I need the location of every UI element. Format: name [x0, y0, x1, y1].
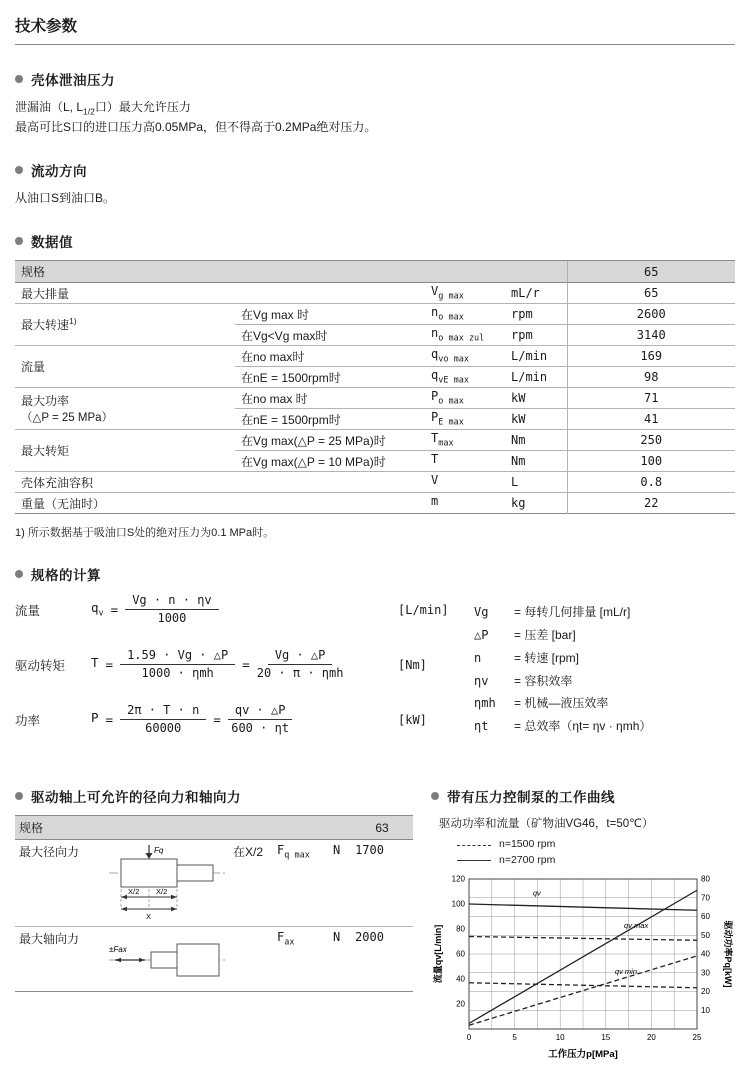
table-row [15, 840, 413, 927]
svg-text:驱动功率Pq[kW]: 驱动功率Pq[kW] [723, 920, 733, 988]
table-header-row [15, 261, 735, 283]
svg-text:5: 5 [512, 1032, 517, 1042]
svg-text:60: 60 [456, 949, 465, 959]
dim-label-x2-right: X/2 [156, 887, 168, 897]
formula-power: 功率 P = $\frac{2\pi \cdot T \cdot n}{60000}$ = $\frac{qv \cdot \triangle P}{600 \cdot \eta t}$ [kW] [15, 703, 460, 736]
cell-symbol: $n_{o max}$ [425, 304, 505, 325]
formula-unit: [Nm] [398, 657, 427, 672]
cell-unit: kW [505, 388, 567, 409]
bullet-icon [15, 75, 23, 83]
table-footnote: 1) 所示数据基于吸油口S处的绝对压力为0.1 MPa时。 [15, 527, 275, 540]
cell-symbol: m [425, 493, 505, 514]
cell-symbol: $n_{o max zul}$ [425, 325, 505, 346]
fraction: $\frac{qv \cdot \triangle P}{600 \cdot \eta t}$ [228, 703, 293, 736]
svg-text:qv min: qv min [614, 966, 638, 976]
dim-label-x: X [146, 912, 152, 922]
svg-text:60: 60 [701, 911, 710, 921]
cell-value: 65 [567, 283, 735, 304]
title-divider [15, 44, 735, 45]
svg-text:80: 80 [456, 924, 465, 934]
formula-unit: [L/min] [398, 602, 449, 617]
axial-force-diagram [105, 930, 231, 988]
header-spec-value: 63 [351, 816, 413, 840]
formulas [15, 593, 460, 758]
formula-label: 流量 [15, 603, 41, 618]
cell-value: 22 [567, 493, 735, 514]
section-operating-curves [431, 762, 735, 1068]
svg-text:工作压力p[MPa]: 工作压力p[MPa] [548, 1048, 618, 1060]
cell-unit: L/min [505, 346, 567, 367]
section-data-values [15, 231, 735, 540]
symbol-definitions [474, 593, 734, 758]
fraction: $\frac{Vg \cdot \triangle P}{\text{20 · π · ηmh}}$ [256, 648, 344, 681]
dashed-line-swatch-icon [457, 845, 491, 846]
section-housing-drain [15, 69, 735, 136]
section-shaft-forces [15, 762, 413, 1068]
cell-condition: 在nE = 1500rpm时 [235, 367, 425, 388]
svg-text:100: 100 [451, 899, 465, 909]
svg-text:流量qv[L/min]: 流量qv[L/min] [433, 924, 443, 983]
formula-label: 功率 [15, 713, 41, 728]
data-values-table [15, 260, 735, 514]
cell-label: 最大径向力 [15, 840, 101, 927]
cell-value: 41 [567, 409, 735, 430]
cell-symbol: $q_{vo max}$ [425, 346, 505, 367]
cell-label: 最大排量 [15, 283, 235, 304]
definition-row: △P = 压差 [bar] [474, 627, 576, 642]
cell-unit: rpm [505, 304, 567, 325]
cell-condition: 在nE = 1500rpm时 [235, 409, 425, 430]
table-header-row [15, 816, 413, 840]
header-spec-value: 65 [567, 261, 735, 283]
svg-text:10: 10 [701, 1005, 710, 1015]
bullet-icon [431, 792, 439, 800]
cell-unit: rpm [505, 325, 567, 346]
section-heading-forces: 驱动轴上可允许的径向力和轴向力 [31, 790, 241, 806]
cell-value: 71 [567, 388, 735, 409]
force-label: Fq [154, 846, 164, 856]
legend-label: n=2700 rpm [499, 853, 556, 866]
svg-text:120: 120 [451, 874, 465, 884]
legend-item-2700 [457, 853, 735, 869]
bullet-icon [15, 570, 23, 578]
drain-line-2: 最高可比S口的进口压力高0.05MPa，但不得高于0.2MPa绝对压力。 [15, 120, 377, 135]
cell-value: 98 [567, 367, 735, 388]
formula-flow: 流量 $q_v$ = $\frac{Vg \cdot n \cdot \eta v}{1000}$ [L/min] [15, 593, 460, 626]
cell-value: 2000 [351, 927, 413, 992]
svg-text:10: 10 [555, 1032, 565, 1042]
cell-symbol: $q_{vE max}$ [425, 367, 505, 388]
cell-symbol: T [425, 451, 505, 472]
header-spec-label: 规格 [15, 816, 351, 840]
cell-diagram [101, 840, 229, 927]
section-heading-flowdir: 流动方向 [31, 164, 87, 180]
svg-text:0: 0 [466, 1032, 472, 1042]
svg-text:15: 15 [601, 1032, 611, 1042]
cell-symbol: $V_{g max}$ [425, 283, 505, 304]
cell-value: 0.8 [567, 472, 735, 493]
svg-text:50: 50 [701, 930, 710, 940]
table-row [15, 472, 735, 493]
cell-symbol: V [425, 472, 505, 493]
cell-value: 3140 [567, 325, 735, 346]
cell-label: 最大转矩 [15, 430, 235, 472]
definition-row: n = 转速 [rpm] [474, 650, 580, 665]
definition-row: ηt = 总效率（ηt= ηv · ηmh） [474, 719, 652, 734]
table-row [15, 346, 735, 367]
definition-row: ηv = 容积效率 [474, 673, 573, 688]
fraction: $\frac{Vg \cdot n \cdot \eta v}{1000}$ [125, 593, 218, 626]
legend-item-1500 [457, 837, 735, 853]
formula-lhs: T [91, 655, 99, 671]
cell-condition: 在Vg<Vg max时 [235, 325, 425, 346]
header-spec-label: 规格 [15, 261, 567, 283]
cell-unit: L/min [505, 367, 567, 388]
formula-label: 驱动转矩 [15, 658, 66, 673]
svg-text:20: 20 [456, 999, 465, 1009]
cell-symbol: $T_{max}$ [425, 430, 505, 451]
cell-condition [235, 493, 425, 514]
section-heading-curves: 带有压力控制泵的工作曲线 [447, 790, 615, 806]
section-heading-data-values: 数据值 [31, 235, 73, 251]
cell-unit: kg [505, 493, 567, 514]
bullet-icon [15, 237, 23, 245]
forces-table [15, 815, 413, 992]
svg-text:40: 40 [456, 974, 465, 984]
dim-label-x2-left: X/2 [128, 887, 140, 897]
cell-symbol: $F_{ax}$ [273, 927, 329, 992]
cell-value: 2600 [567, 304, 735, 325]
section-heading-calculation: 规格的计算 [31, 568, 101, 584]
cell-unit: N [329, 927, 351, 992]
cell-condition [229, 927, 273, 992]
svg-text:70: 70 [701, 892, 710, 902]
definition-row: ηmh = 机械—液压效率 [474, 696, 609, 711]
cell-label: 重量（无油时） [15, 493, 235, 514]
svg-text:40: 40 [701, 949, 710, 959]
cell-value: 100 [567, 451, 735, 472]
cell-label: 最大轴向力 [15, 927, 101, 992]
fraction: $\frac{2\pi \cdot T \cdot n}{60000}$ [120, 703, 206, 736]
table-row [15, 927, 413, 992]
table-row [15, 493, 735, 514]
formula-torque: 驱动转矩 T = $\frac{1.59 \cdot Vg \cdot \triangle P}{\text{1000 · ηmh}}$ = $\frac{Vg \cdot \triangle P}{\text{20 · π · ηmh}}$ [Nm] [15, 648, 460, 681]
cell-label: 最大转速$^{1)}$ [15, 304, 235, 346]
cell-value: 250 [567, 430, 735, 451]
cell-value: 169 [567, 346, 735, 367]
table-row [15, 388, 735, 409]
cell-condition: 在Vg max(△P = 10 MPa)时 [235, 451, 425, 472]
cell-condition: 在Vg max(△P = 25 MPa)时 [235, 430, 425, 451]
page-title: 技术参数 [15, 18, 78, 35]
cell-value: 1700 [351, 840, 413, 927]
svg-text:qv: qv [532, 887, 541, 897]
svg-text:30: 30 [701, 967, 710, 977]
table-row [15, 283, 735, 304]
flow-direction-text: 从油口S到油口B。 [15, 191, 116, 206]
cell-label: 壳体充油容积 [15, 472, 235, 493]
svg-text:qv max: qv max [624, 920, 649, 930]
cell-label: 最大功率 （△P = 25 MPa） [15, 388, 235, 430]
section-flow-direction [15, 160, 735, 207]
cell-condition [235, 283, 425, 304]
solid-line-swatch-icon [457, 860, 491, 861]
table-row [15, 430, 735, 451]
chart-legend [457, 837, 735, 869]
formula-unit: [kW] [398, 712, 427, 727]
cell-unit: Nm [505, 430, 567, 451]
cell-symbol: $F_{q max}$ [273, 840, 329, 927]
cell-unit: mL/r [505, 283, 567, 304]
svg-text:20: 20 [646, 1032, 656, 1042]
fraction: $\frac{1.59 \cdot Vg \cdot \triangle P}{\text{1000 · ηmh}}$ [120, 648, 235, 681]
cell-unit: L [505, 472, 567, 493]
cell-unit: N [329, 840, 351, 927]
svg-text:80: 80 [701, 874, 710, 884]
table-row [15, 304, 735, 325]
legend-label: n=1500 rpm [499, 838, 556, 851]
svg-text:20: 20 [701, 986, 710, 996]
section-calculation [15, 564, 735, 758]
cell-condition: 在no max时 [235, 346, 425, 367]
cell-label: 流量 [15, 346, 235, 388]
cell-condition: 在Vg max 时 [235, 304, 425, 325]
formula-lhs: P [91, 710, 99, 726]
chart-subtitle: 驱动功率和流量（矿物油VG46，t=50℃） [439, 818, 654, 831]
cell-condition: 在no max 时 [235, 388, 425, 409]
operating-curves-chart [431, 871, 733, 1063]
radial-force-diagram [105, 843, 231, 923]
cell-diagram [101, 927, 229, 992]
cell-condition [235, 472, 425, 493]
cell-unit: kW [505, 409, 567, 430]
svg-text:25: 25 [692, 1032, 702, 1042]
cell-symbol: $P_{E max}$ [425, 409, 505, 430]
cell-condition: 在X/2 [229, 840, 273, 927]
definition-row: Vg = 每转几何排量 [mL/r] [474, 605, 631, 620]
bullet-icon [15, 792, 23, 800]
bullet-icon [15, 166, 23, 174]
formula-lhs: $q_v$ [91, 600, 104, 619]
force-label: ±Fax [109, 945, 127, 955]
section-heading-drain: 壳体泄油压力 [31, 73, 115, 88]
cell-symbol: $P_{o max}$ [425, 388, 505, 409]
drain-line-1: 泄漏油（L, $L_{1/2}$口）最大允许压力 [15, 100, 191, 117]
cell-unit: Nm [505, 451, 567, 472]
